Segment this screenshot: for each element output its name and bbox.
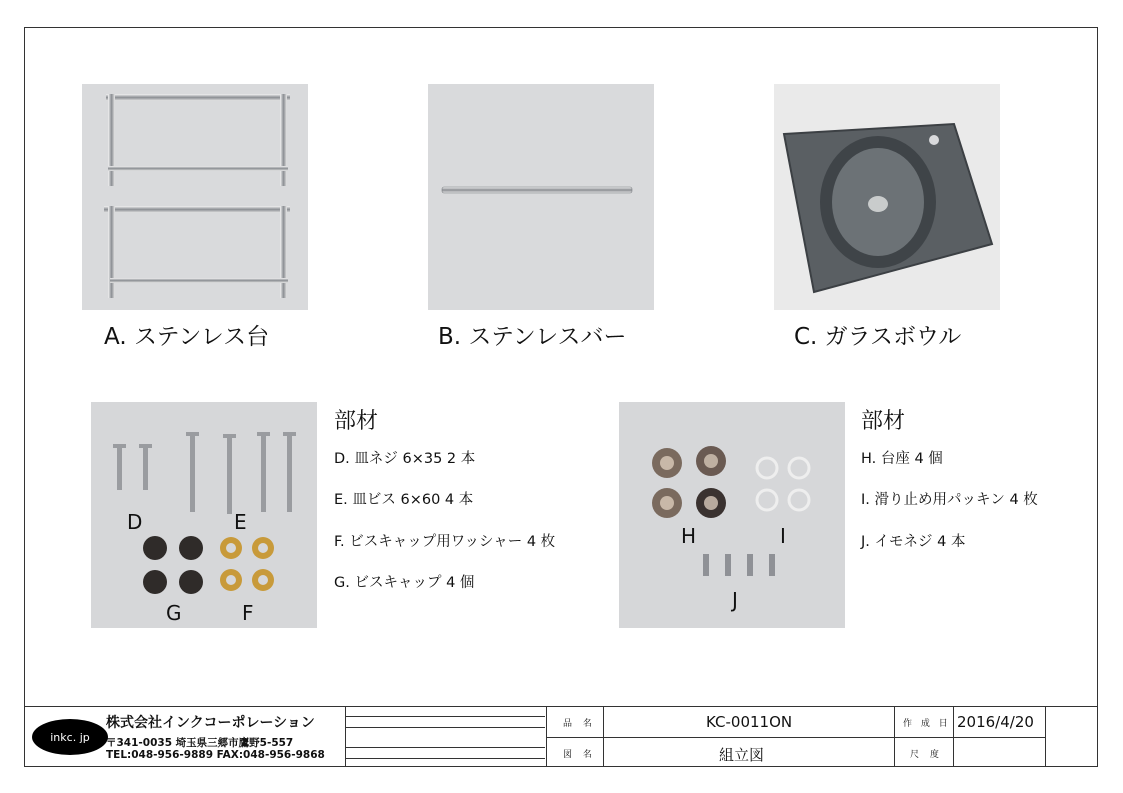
photo-glass-bowl <box>774 84 1000 310</box>
parts-right-heading: 部材 <box>861 409 906 434</box>
tb-rule <box>345 727 545 728</box>
caption-a: A. ステンレス台 <box>104 324 270 350</box>
label-i: I <box>780 524 786 548</box>
company-name: 株式会社インクコーポレーション <box>106 715 315 731</box>
date-value: 2016/4/20 <box>957 713 1034 731</box>
caption-c: C. ガラスボウル <box>794 324 962 350</box>
part-g: G. ビスキャップ 4 個 <box>334 575 475 591</box>
part-name-label: 品 名 <box>563 719 596 729</box>
drawing-name-label: 図 名 <box>563 750 596 760</box>
part-h: H. 台座 4 個 <box>861 451 943 467</box>
caption-b: B. ステンレスバー <box>438 324 627 350</box>
label-g: G <box>166 601 182 625</box>
part-f: F. ビスキャップ用ワッシャー 4 枚 <box>334 534 556 550</box>
photo-stainless-stand <box>82 84 308 310</box>
label-d: D <box>127 510 143 534</box>
tb-rule <box>345 747 545 748</box>
label-j: J <box>732 588 738 612</box>
tb-rule <box>345 716 545 717</box>
part-j: J. イモネジ 4 本 <box>861 534 966 550</box>
photo-parts-left <box>91 402 317 628</box>
tb-rule <box>546 737 1045 738</box>
label-h: H <box>681 524 697 548</box>
company-logo: inkc. jp <box>32 719 108 755</box>
part-i: I. 滑り止め用パッキン 4 枚 <box>861 492 1038 508</box>
tb-divider <box>1045 707 1046 767</box>
part-d: D. 皿ネジ 6×35 2 本 <box>334 451 476 467</box>
drawing-name-value: 組立図 <box>719 746 765 764</box>
company-address: 〒341-0035 埼玉県三郷市鷹野5-557 <box>106 737 294 749</box>
photo-stainless-bar <box>428 84 654 310</box>
tb-rule <box>345 758 545 759</box>
scale-label: 尺 度 <box>910 750 943 760</box>
company-phone-fax: TEL:048-956-9889 FAX:048-956-9868 <box>106 749 325 761</box>
photo-parts-right <box>619 402 845 628</box>
label-e: E <box>234 510 247 534</box>
part-e: E. 皿ビス 6×60 4 本 <box>334 492 474 508</box>
label-f: F <box>242 601 254 625</box>
parts-left-heading: 部材 <box>334 409 379 434</box>
title-block <box>24 706 1098 767</box>
date-label: 作 成 日 <box>903 719 951 729</box>
part-name-value: KC-0011ON <box>706 713 793 731</box>
